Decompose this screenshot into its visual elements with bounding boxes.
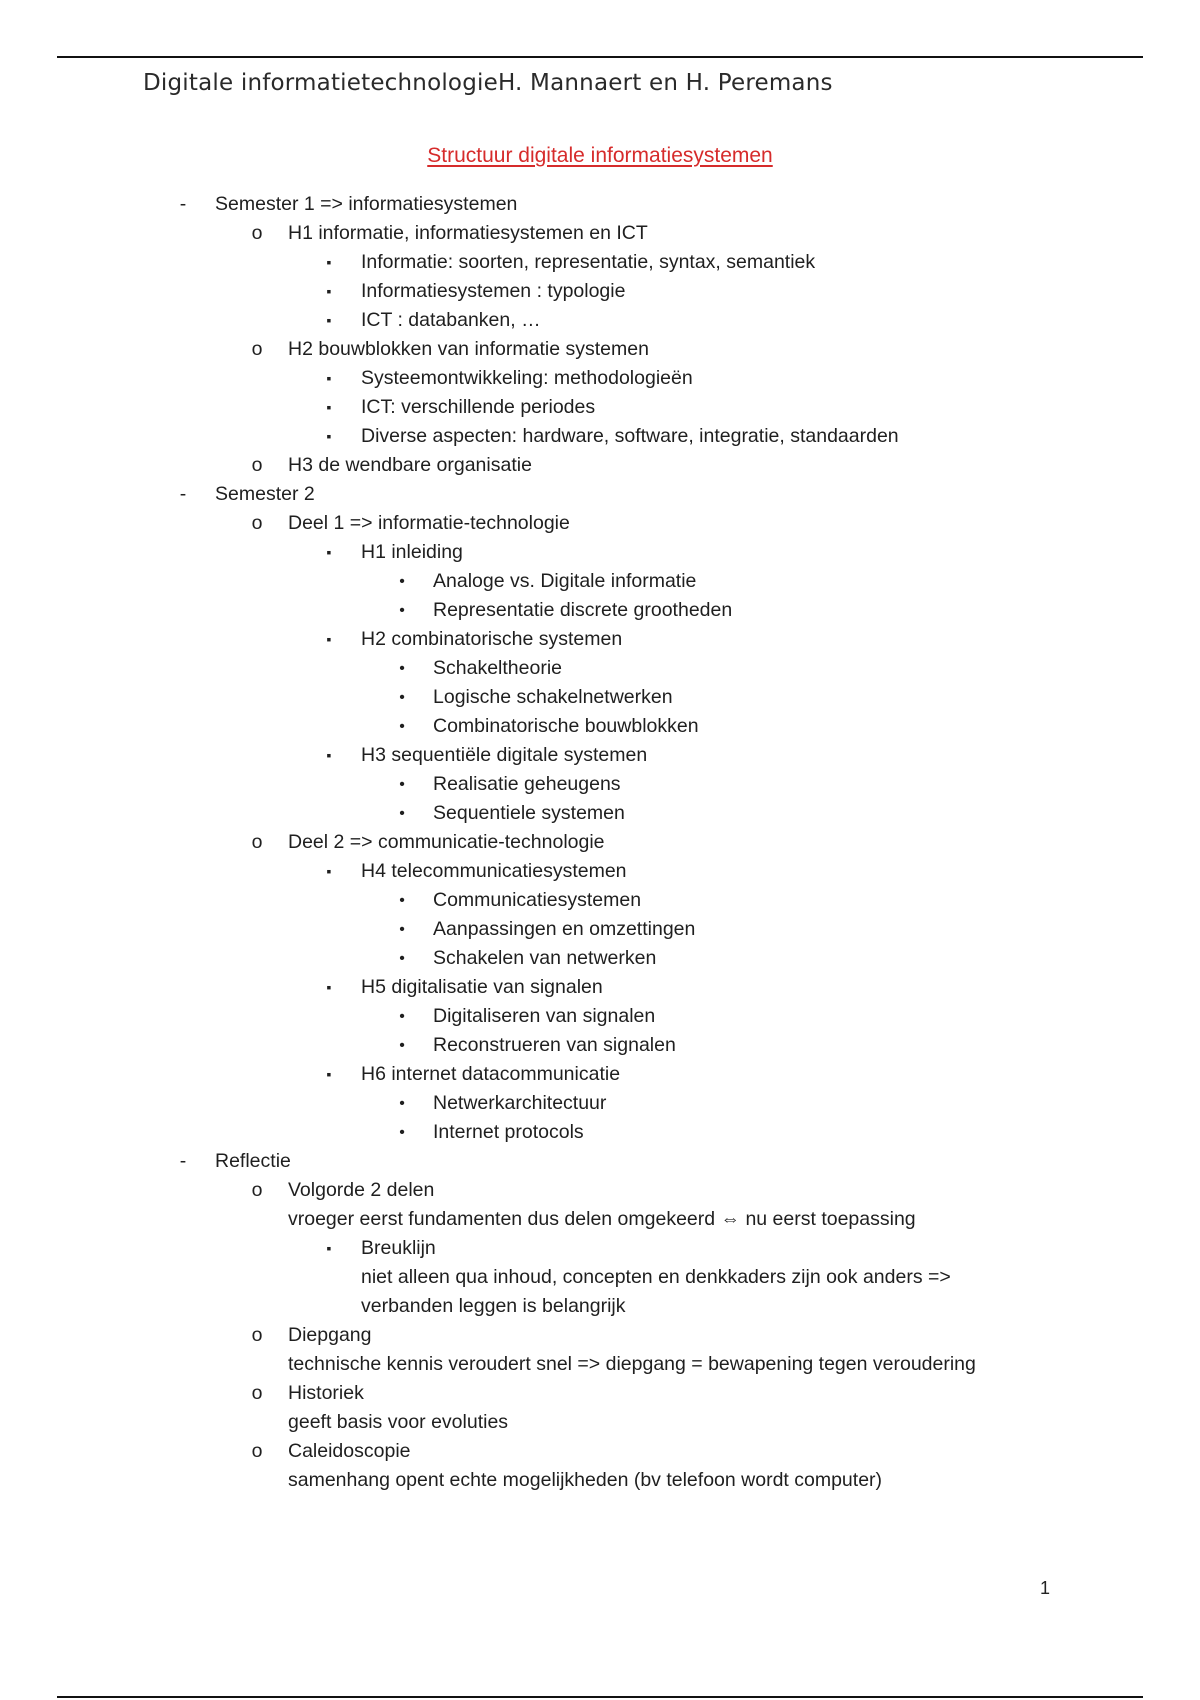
outline-item-level-4 xyxy=(0,683,1200,712)
outline-text: technische kennis veroudert snel => diepgang = bewapening tegen veroudering xyxy=(288,1353,976,1375)
outline-text: vroeger eerst fundamenten dus delen omgekeerd ⇔ nu eerst toepassing xyxy=(288,1208,916,1230)
outline-item-level-3 xyxy=(0,1060,1200,1089)
outline-text: Sequentiele systemen xyxy=(433,802,625,824)
outline-text: Combinatorische bouwblokken xyxy=(433,715,699,737)
document-title: Structuur digitale informatiesystemen xyxy=(427,144,773,167)
outline-text: H3 sequentiële digitale systemen xyxy=(361,744,648,766)
list-marker: ▪ xyxy=(326,428,332,444)
outline-text: Netwerkarchitectuur xyxy=(433,1092,607,1114)
outline-item-level-2 xyxy=(0,1379,1200,1408)
list-marker: o xyxy=(251,512,263,534)
outline-item-level-4 xyxy=(0,915,1200,944)
outline-paragraph xyxy=(0,1408,1200,1437)
outline-text: Digitaliseren van signalen xyxy=(433,1005,656,1027)
outline-item-level-3 xyxy=(0,741,1200,770)
outline-item-level-4 xyxy=(0,1002,1200,1031)
outline-item-level-2 xyxy=(0,1176,1200,1205)
outline-text: Breuklijn xyxy=(361,1237,436,1259)
outline-item-level-3 xyxy=(0,393,1200,422)
outline-text: Informatie: soorten, representatie, syntax, semantiek xyxy=(361,251,816,273)
outline-item-level-4 xyxy=(0,567,1200,596)
list-marker: • xyxy=(399,776,405,793)
outline-paragraph xyxy=(0,1205,1200,1234)
outline-text: Volgorde 2 delen xyxy=(288,1179,435,1201)
outline-text: niet alleen qua inhoud, concepten en denkkaders zijn ook anders => xyxy=(361,1266,951,1288)
outline-text: Systeemontwikkeling: methodologieën xyxy=(361,367,693,389)
outline-text: Reflectie xyxy=(215,1150,291,1172)
list-marker: ▪ xyxy=(326,254,332,270)
page-header: Digitale informatietechnologieH. Mannaert en H. Peremans xyxy=(143,70,833,96)
outline-paragraph xyxy=(0,1350,1200,1379)
outline-item-level-4 xyxy=(0,712,1200,741)
outline-item-level-1 xyxy=(0,190,1200,219)
list-marker: o xyxy=(251,1440,263,1462)
outline-text: H2 bouwblokken van informatie systemen xyxy=(288,338,649,360)
outline-text: Realisatie geheugens xyxy=(433,773,621,795)
outline-text: Schakelen van netwerken xyxy=(433,947,657,969)
outline-item-level-4 xyxy=(0,886,1200,915)
list-marker: ▪ xyxy=(326,399,332,415)
outline-text: ICT : databanken, … xyxy=(361,309,541,331)
outline-text: H6 internet datacommunicatie xyxy=(361,1063,621,1085)
list-marker: • xyxy=(399,921,405,938)
outline-item-level-2 xyxy=(0,509,1200,538)
list-marker: ▪ xyxy=(326,1066,332,1082)
outline-paragraph xyxy=(0,1263,1200,1292)
outline-item-level-1 xyxy=(0,1147,1200,1176)
outline-item-level-2 xyxy=(0,828,1200,857)
outline-text: ICT: verschillende periodes xyxy=(361,396,596,418)
outline-text: Diepgang xyxy=(288,1324,372,1346)
list-marker: • xyxy=(399,573,405,590)
list-marker: ▪ xyxy=(326,747,332,763)
list-marker: ▪ xyxy=(326,631,332,647)
list-marker: ▪ xyxy=(326,1240,332,1256)
list-marker: ▪ xyxy=(326,979,332,995)
list-marker: • xyxy=(399,1008,405,1025)
outline-text: geeft basis voor evoluties xyxy=(288,1411,509,1433)
list-marker: ▪ xyxy=(326,370,332,386)
outline-item-level-2 xyxy=(0,335,1200,364)
list-marker: • xyxy=(399,602,405,619)
list-marker: ▪ xyxy=(326,863,332,879)
list-marker: o xyxy=(251,222,263,244)
outline-text: Semester 1 => informatiesystemen xyxy=(215,193,518,215)
header-rule xyxy=(57,56,1143,58)
outline-item-level-3 xyxy=(0,973,1200,1002)
outline-item-level-3 xyxy=(0,248,1200,277)
outline-item-level-3 xyxy=(0,422,1200,451)
list-marker: • xyxy=(399,660,405,677)
outline-text: Deel 1 => informatie-technologie xyxy=(288,512,570,534)
list-marker: ▪ xyxy=(326,544,332,560)
outline-text: Reconstrueren van signalen xyxy=(433,1034,676,1056)
outline-text: Deel 2 => communicatie-technologie xyxy=(288,831,605,853)
outline-item-level-4 xyxy=(0,770,1200,799)
list-marker: - xyxy=(179,1150,187,1172)
outline-list xyxy=(0,190,1200,1495)
outline-text: verbanden leggen is belangrijk xyxy=(361,1295,626,1317)
outline-text: Internet protocols xyxy=(433,1121,584,1143)
list-marker: o xyxy=(251,338,263,360)
outline-item-level-1 xyxy=(0,480,1200,509)
outline-text: H2 combinatorische systemen xyxy=(361,628,623,650)
outline-item-level-3 xyxy=(0,538,1200,567)
outline-text: H1 informatie, informatiesystemen en ICT xyxy=(288,222,648,244)
list-marker: o xyxy=(251,1382,263,1404)
list-marker: o xyxy=(251,1179,263,1201)
outline-paragraph xyxy=(0,1292,1200,1321)
page-number: 1 xyxy=(1040,1578,1051,1598)
outline-text: H1 inleiding xyxy=(361,541,463,563)
list-marker: o xyxy=(251,831,263,853)
outline-text: Aanpassingen en omzettingen xyxy=(433,918,696,940)
list-marker: • xyxy=(399,1037,405,1054)
outline-item-level-4 xyxy=(0,1089,1200,1118)
list-marker: o xyxy=(251,454,263,476)
outline-text: H3 de wendbare organisatie xyxy=(288,454,532,476)
outline-text: H5 digitalisatie van signalen xyxy=(361,976,603,998)
outline-item-level-2 xyxy=(0,1437,1200,1466)
outline-item-level-3 xyxy=(0,364,1200,393)
list-marker: • xyxy=(399,1124,405,1141)
outline-item-level-2 xyxy=(0,219,1200,248)
list-marker: - xyxy=(179,483,187,505)
outline-item-level-4 xyxy=(0,799,1200,828)
outline-text: Semester 2 xyxy=(215,483,315,505)
outline-text: Diverse aspecten: hardware, software, integratie, standaarden xyxy=(361,425,899,447)
outline-item-level-2 xyxy=(0,451,1200,480)
outline-item-level-4 xyxy=(0,654,1200,683)
list-marker: ▪ xyxy=(326,312,332,328)
outline-item-level-4 xyxy=(0,1118,1200,1147)
footer-rule xyxy=(57,1696,1143,1698)
outline-text: Representatie discrete grootheden xyxy=(433,599,733,621)
outline-item-level-4 xyxy=(0,1031,1200,1060)
list-marker: • xyxy=(399,718,405,735)
outline-text: Informatiesystemen : typologie xyxy=(361,280,626,302)
list-marker: • xyxy=(399,892,405,909)
outline-item-level-3 xyxy=(0,277,1200,306)
outline-text: H4 telecommunicatiesystemen xyxy=(361,860,627,882)
outline-text: samenhang opent echte mogelijkheden (bv telefoon wordt computer) xyxy=(288,1469,883,1491)
outline-item-level-3 xyxy=(0,1234,1200,1263)
outline-text: Caleidoscopie xyxy=(288,1440,411,1462)
list-marker: • xyxy=(399,1095,405,1112)
list-marker: • xyxy=(399,805,405,822)
outline-item-level-3 xyxy=(0,625,1200,654)
outline-item-level-4 xyxy=(0,596,1200,625)
list-marker: o xyxy=(251,1324,263,1346)
outline-text: Analoge vs. Digitale informatie xyxy=(433,570,697,592)
outline-text: Historiek xyxy=(288,1382,364,1404)
outline-item-level-2 xyxy=(0,1321,1200,1350)
outline-item-level-4 xyxy=(0,944,1200,973)
outline-text: Logische schakelnetwerken xyxy=(433,686,673,708)
outline-text: Communicatiesystemen xyxy=(433,889,642,911)
outline-item-level-3 xyxy=(0,306,1200,335)
outline-paragraph xyxy=(0,1466,1200,1495)
list-marker: - xyxy=(179,193,187,215)
outline-text: Schakeltheorie xyxy=(433,657,562,679)
outline-item-level-3 xyxy=(0,857,1200,886)
list-marker: • xyxy=(399,950,405,967)
list-marker: • xyxy=(399,689,405,706)
list-marker: ▪ xyxy=(326,283,332,299)
